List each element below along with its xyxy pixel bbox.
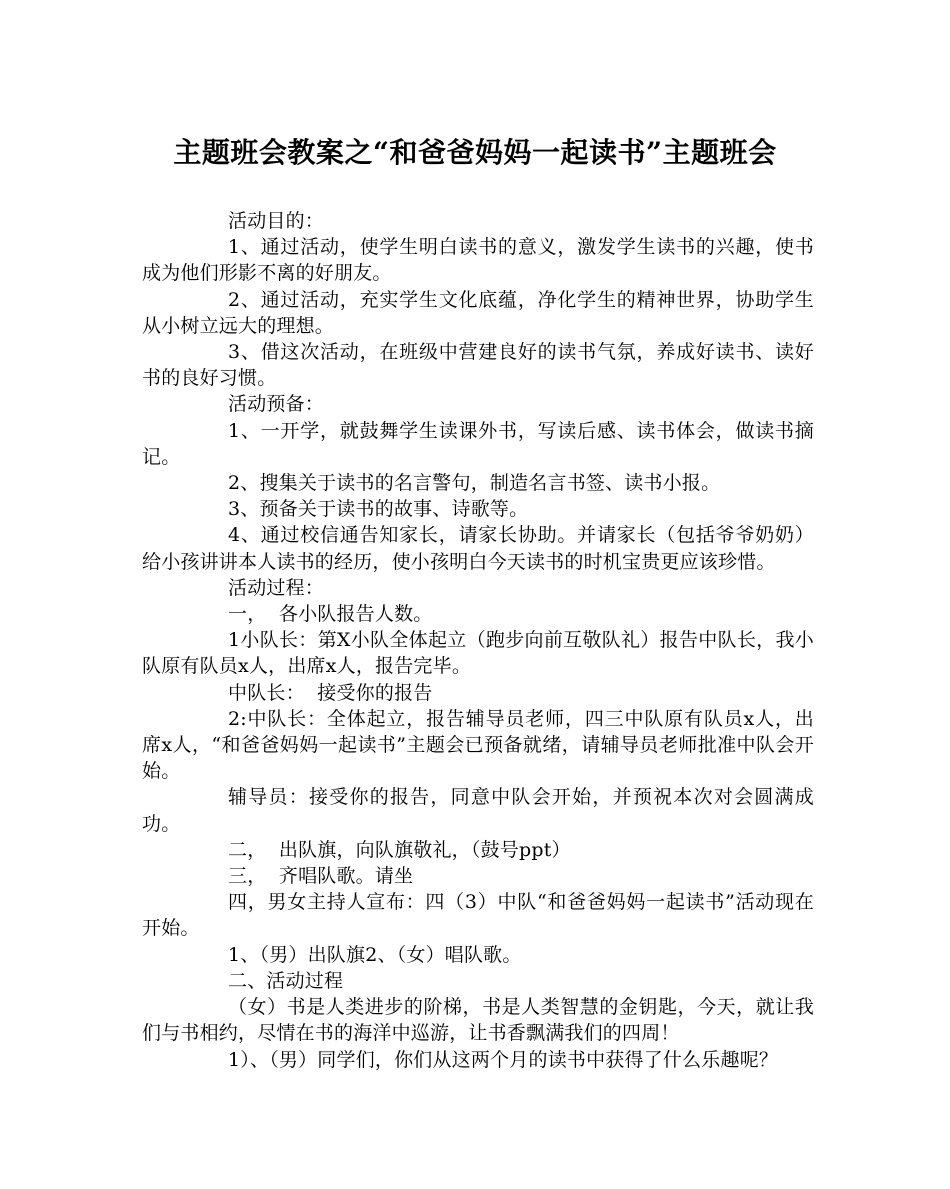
body-paragraph: 四，男女主持人宣布：四（3）中队“和爸爸妈妈一起读书”活动现在开始。 xyxy=(142,891,814,940)
document-body xyxy=(142,208,814,1073)
body-paragraph: 1）、（男）同学们，你们从这两个月的读书中获得了什么乐趣呢？ xyxy=(228,1048,779,1071)
document-title: 主题班会教案之“和爸爸妈妈一起读书”主题班会 xyxy=(173,136,777,169)
body-paragraph: 1、通过活动，使学生明白读书的意义，激发学生读书的兴趣，使书成为他们形影不离的好朋友。 xyxy=(142,236,814,285)
body-paragraph: 2、搜集关于读书的名言警句，制造名言书签、读书小报。 xyxy=(228,472,721,495)
body-paragraph: 2、通过活动，充实学生文化底蕴，净化学生的精神世界，协助学生从小树立远大的理想。 xyxy=(142,288,814,337)
body-paragraph: 2:中队长：全体起立，报告辅导员老师，四三中队原有队员x人，出席x人，“和爸爸妈妈一起读书”主题会已预备就绪，请辅导员老师批准中队会开始。 xyxy=(142,707,814,783)
body-paragraph: 1、一开学，就鼓舞学生读课外书，写读后感、读书体会，做读书摘记。 xyxy=(142,419,814,468)
body-paragraph: 3、预备关于读书的故事、诗歌等。 xyxy=(228,498,529,521)
body-paragraph: 辅导员：接受你的报告，同意中队会开始，并预祝本次对会圆满成功。 xyxy=(142,786,814,835)
body-paragraph: 4、通过校信通告知家长，请家长协助。并请家长（包括爷爷奶奶）给小孩讲讲本人读书的经历，使小孩明白今天读书的时机宝贵更应该珍惜。 xyxy=(142,524,814,573)
body-paragraph: 1、（男）出队旗2、（女）唱队歌。 xyxy=(228,943,522,966)
body-paragraph: 一， 各小队报告人数。 xyxy=(228,603,433,626)
body-paragraph: 3、借这次活动，在班级中营建良好的读书气氛，养成好读书、读好书的良好习惯。 xyxy=(142,341,814,390)
body-paragraph: 活动过程： xyxy=(228,576,325,599)
body-paragraph: 中队长： 接受你的报告 xyxy=(228,681,433,704)
body-paragraph: 二， 出队旗，向队旗敬礼，（鼓号ppt） xyxy=(228,838,571,861)
body-paragraph: 二、活动过程 xyxy=(228,969,344,992)
body-paragraph: （女）书是人类进步的阶梯，书是人类智慧的金钥匙，今天，就让我们与书相约，尽情在书的海洋中巡游，让书香飘满我们的四周！ xyxy=(142,996,814,1045)
body-paragraph: 活动目的： xyxy=(228,210,325,232)
body-paragraph: 三， 齐唱队歌。请坐 xyxy=(228,865,414,888)
body-paragraph: 活动预备： xyxy=(228,393,325,416)
body-paragraph: 1小队长：第X小队全体起立（跑步向前互敬队礼）报告中队长，我小队原有队员x人，出席x人，报告完毕。 xyxy=(142,629,814,678)
